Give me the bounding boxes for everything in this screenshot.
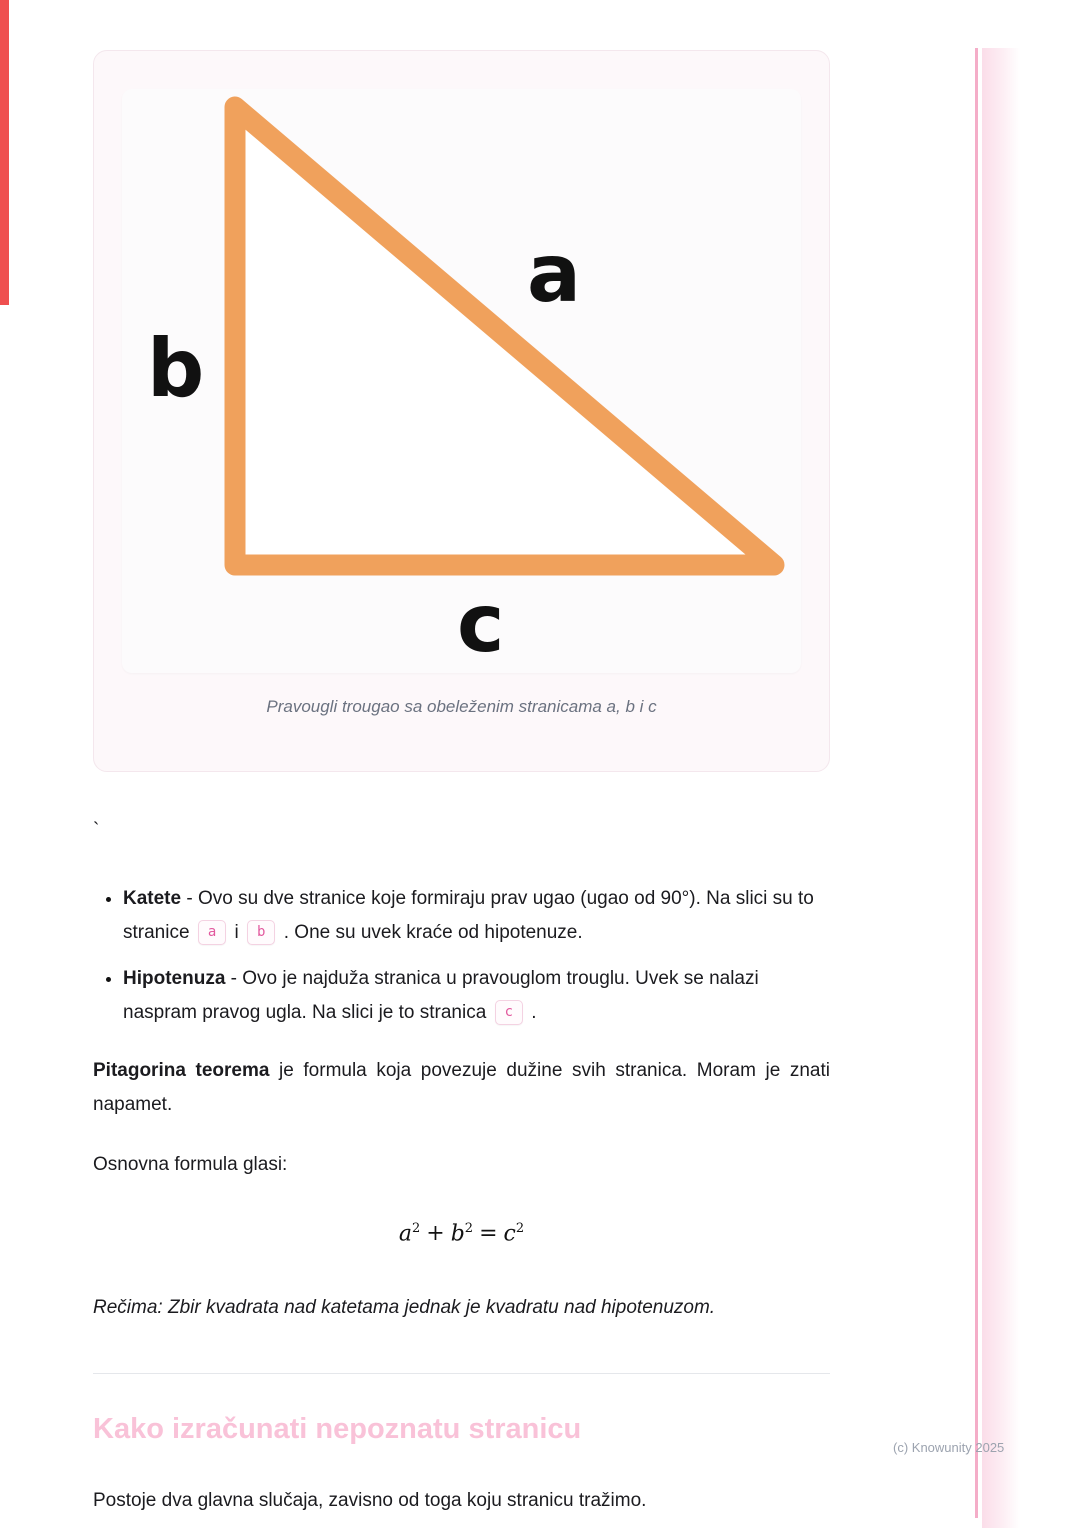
bullet-term: Hipotenuza	[123, 968, 226, 989]
closing-paragraph: Postoje dva glavna slučaja, zavisno od toga koju stranicu tražimo.	[93, 1490, 647, 1512]
code-chip-a: a	[198, 920, 226, 945]
triangle-shape	[235, 107, 774, 565]
formula-equals: =	[479, 1221, 498, 1247]
bullet-term: Katete	[123, 888, 182, 909]
formula-intro: Osnovna formula glasi:	[93, 1154, 288, 1175]
theorem-paragraph	[93, 1054, 830, 1122]
section-heading: Kako izračunati nepoznatu stranicu	[93, 1413, 582, 1446]
list-item-hipotenuza	[123, 962, 830, 1030]
formula-plus: +	[426, 1221, 445, 1247]
left-accent-bar	[0, 0, 9, 305]
triangle-figure-card	[93, 50, 830, 772]
main-content	[93, 50, 830, 1518]
right-triangle-svg	[122, 89, 801, 673]
math-formula	[93, 1214, 830, 1249]
formula-exp: 2	[515, 1221, 525, 1236]
formula-var-a: a	[398, 1221, 412, 1247]
theorem-text: je formula koja povezuje dužine svih stranica. Moram je znati napamet.	[93, 1060, 830, 1115]
theorem-term: Pitagorina teorema	[93, 1060, 270, 1081]
bullet-list	[93, 882, 830, 1030]
figure-caption: Pravougli trougao sa obeleženim stranicama a, b i c	[266, 697, 657, 716]
stray-backtick: `	[93, 820, 100, 841]
bullet-text: i	[229, 922, 245, 943]
footer-credit: (c) Knowunity 2025	[893, 1440, 1005, 1455]
triangle-label-b: b	[147, 322, 205, 415]
bullet-text: - Ovo su dve stranice koje formiraju prav ugao (ugao od 90°). Na slici su to stranice	[123, 888, 814, 943]
list-item-katete	[123, 882, 830, 950]
formula-exp: 2	[411, 1221, 421, 1236]
right-accent-band	[982, 48, 1020, 1528]
triangle-image	[122, 89, 801, 673]
formula-exp: 2	[464, 1221, 474, 1236]
code-chip-c: c	[495, 1000, 523, 1025]
bullet-text: - Ovo je najduža stranica u pravouglom trouglu. Uvek se nalazi naspram pravog ugla. Na slici je to stranica	[123, 968, 759, 1023]
bullet-text: . One su uvek kraće od hipotenuze.	[278, 922, 583, 943]
formula-var-c: c	[503, 1221, 516, 1247]
bullet-text: .	[526, 1002, 537, 1023]
formula-var-b: b	[450, 1221, 465, 1247]
triangle-label-c: c	[457, 577, 505, 670]
formula-note: Rečima: Zbir kvadrata nad katetama jednak je kvadratu nad hipotenuzom.	[93, 1297, 716, 1319]
right-accent-line	[975, 48, 978, 1518]
triangle-label-a: a	[527, 227, 581, 320]
section-divider	[93, 1373, 830, 1374]
code-chip-b: b	[247, 920, 275, 945]
